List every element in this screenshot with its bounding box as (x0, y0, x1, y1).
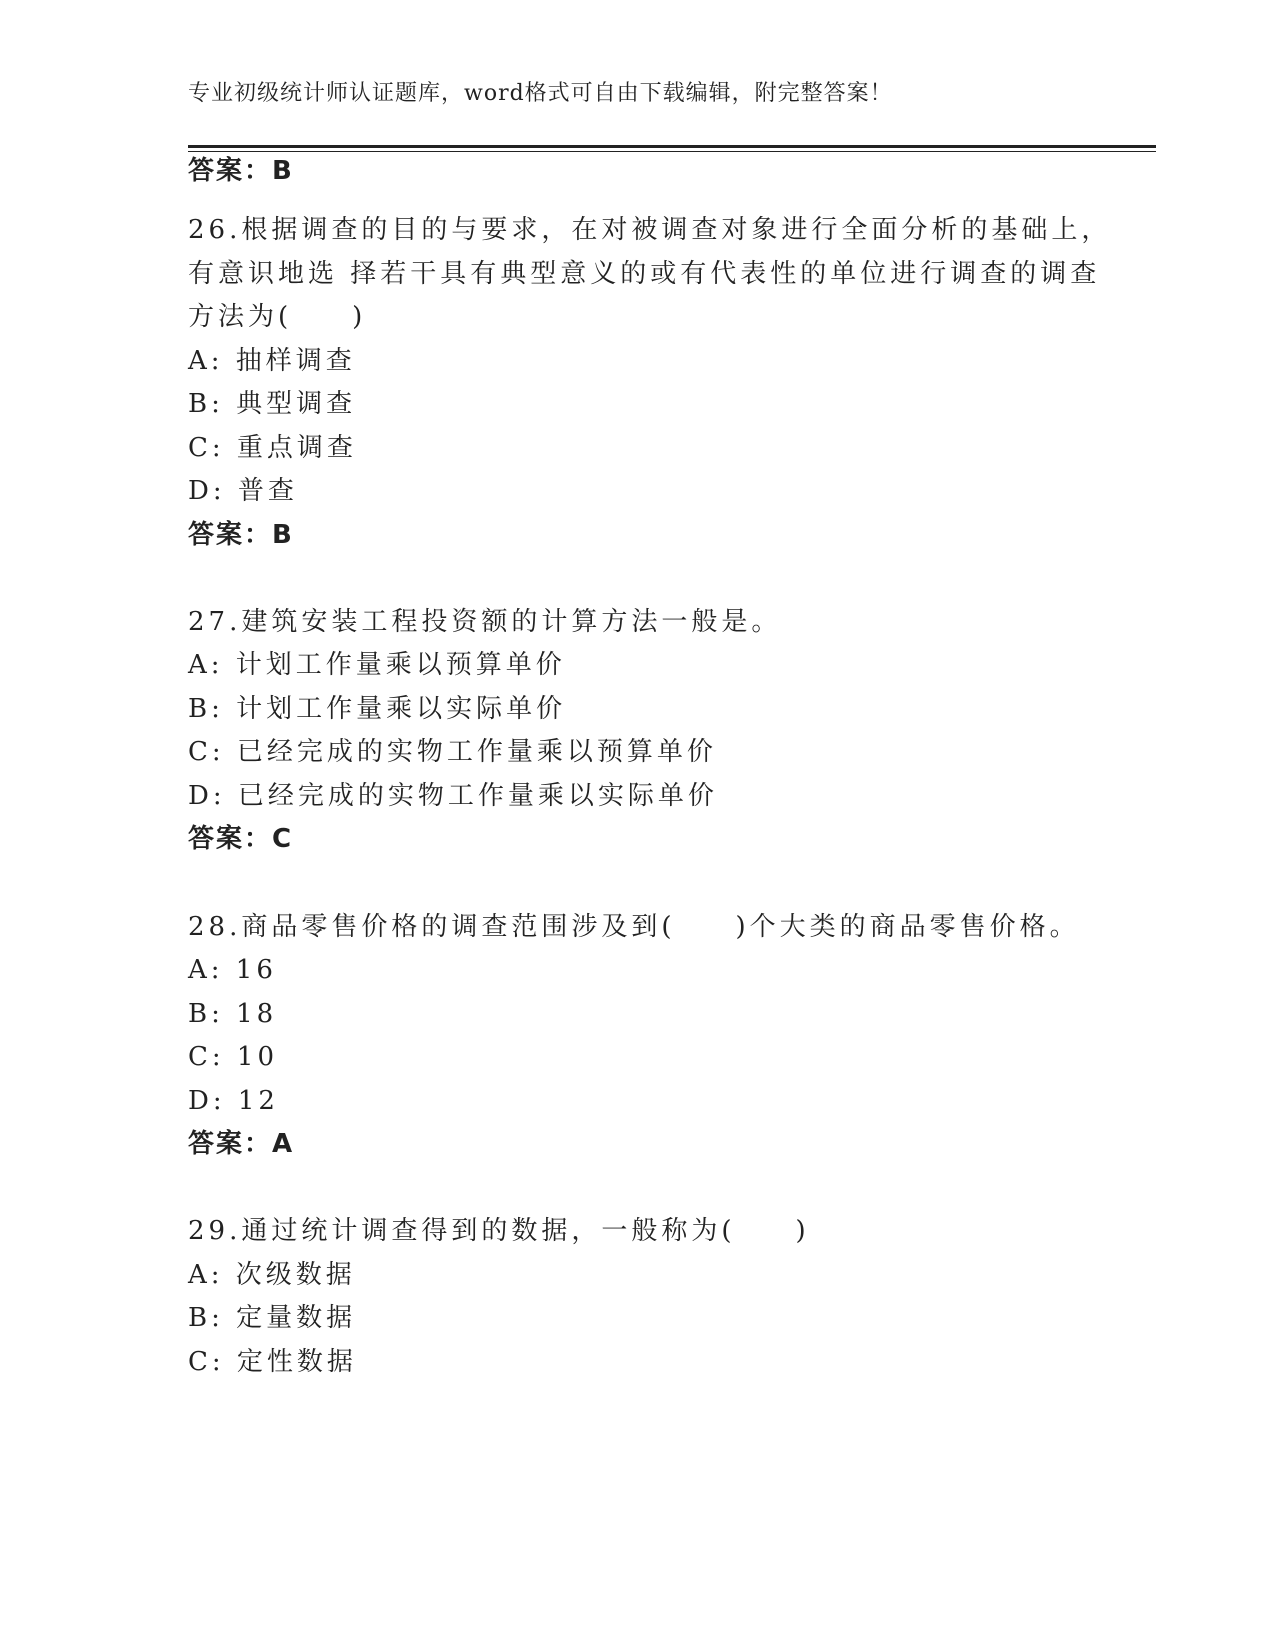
question-29-option-b: B: 定量数据 (188, 1303, 357, 1333)
question-28-stem-line-1: 28.商品零售价格的调查范围涉及到( )个大类的商品零售价格。 (188, 912, 1080, 942)
question-29-option-c: C: 定性数据 (188, 1347, 357, 1377)
question-26-option-d: D: 普查 (188, 476, 298, 506)
header-rule-thin (188, 151, 1156, 152)
question-26-option-a: A: 抽样调查 (188, 346, 356, 376)
question-29-option-a: A: 次级数据 (188, 1260, 356, 1290)
question-27-option-c: C: 已经完成的实物工作量乘以预算单价 (188, 737, 717, 767)
question-26-option-b: B: 典型调查 (188, 389, 357, 419)
question-27-option-b: B: 计划工作量乘以实际单价 (188, 694, 567, 724)
question-26-option-c: C: 重点调查 (188, 433, 357, 463)
question-27-stem-line-1: 27.建筑安装工程投资额的计算方法一般是。 (188, 607, 782, 637)
question-27-answer: 答案：C (188, 824, 294, 854)
question-27-option-d: D: 已经完成的实物工作量乘以实际单价 (188, 781, 718, 811)
question-28-option-a: A: 16 (188, 955, 277, 985)
document-header: 专业初级统计师认证题库，word格式可自由下载编辑，附完整答案！ (188, 81, 893, 106)
question-28-option-b: B: 18 (188, 999, 278, 1029)
question-28-answer: 答案：A (188, 1129, 295, 1159)
question-27-option-a: A: 计划工作量乘以预算单价 (188, 650, 566, 680)
question-26-answer: 答案：B (188, 520, 294, 550)
question-28-option-d: D: 12 (188, 1086, 279, 1116)
header-rule-thick (188, 145, 1156, 148)
question-26-stem-line-3: 方法为( ) (188, 302, 367, 332)
question-26-stem-line-1: 26.根据调查的目的与要求，在对被调查对象进行全面分析的基础上， (188, 215, 1112, 245)
question-26-stem-line-2: 有意识地选 择若干具有典型意义的或有代表性的单位进行调查的调查 (188, 259, 1101, 289)
question-29-stem-line-1: 29.通过统计调查得到的数据，一般称为( ) (188, 1216, 810, 1246)
previous-answer: 答案：B (188, 156, 294, 186)
question-28-option-c: C: 10 (188, 1042, 279, 1072)
